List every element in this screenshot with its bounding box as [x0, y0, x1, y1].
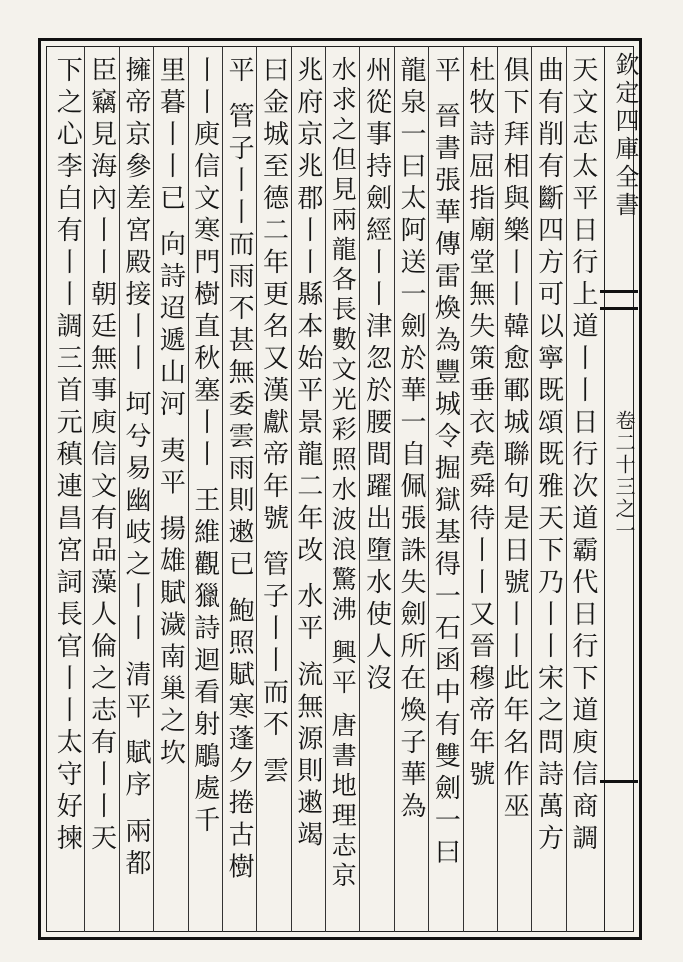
text-column: 水求之但見兩龍各長數文光彩照水波浪驚沸 興平 唐書地理志京	[328, 56, 358, 892]
column-rule	[188, 46, 189, 932]
text-column: 天文志太平日行上道丨丨日行次道霸代日行下道庾信商調	[567, 56, 598, 856]
column-rule	[531, 46, 532, 932]
column-rule	[566, 46, 567, 932]
text-column: 平 管子丨丨而雨不甚無委雲雨則遫已 鮑照賦寒蓬夕捲古樹	[224, 56, 255, 885]
text-column: 龍泉一曰太阿送一劍於華一自佩張誅失劍所在煥子華為	[395, 56, 426, 824]
fishtail-mark-bottom	[600, 780, 638, 783]
text-column: 杜牧詩屈指廟堂無失策垂衣堯舜待丨丨又晉穆帝年號	[464, 56, 495, 792]
column-rule	[291, 46, 292, 932]
text-column: 擁帝京參差宮殿接丨丨 坷兮易幽岐之丨丨 清平 賦序 兩都	[120, 56, 151, 882]
column-rule	[497, 46, 498, 932]
text-column: 下之心李白有丨丨調三首元稹連昌宮詞長官丨丨太守好揀	[52, 56, 83, 856]
column-rule	[359, 46, 360, 932]
text-column: 臣竊見海內丨丨朝廷無事庾信文有品藻人倫之志有丨丨天	[86, 56, 117, 856]
column-rule	[153, 46, 154, 932]
column-rule	[428, 46, 429, 932]
juan-label: 卷二十三之一	[612, 410, 636, 542]
column-rule	[325, 46, 326, 932]
text-column: 俱下拜相與樂丨丨韓愈鄆城聯句是日號丨丨此年名作巫	[499, 56, 530, 824]
column-rule	[463, 46, 464, 932]
book-title: 欽定四庫全書	[611, 52, 639, 220]
column-rule	[394, 46, 395, 932]
column-rule	[119, 46, 120, 932]
text-column: 平 晉書張華傳雷煥為豐城令掘獄基得一石函中有雙劍一曰	[430, 56, 461, 871]
text-column: 丨丨庾信文寒門樹直秋塞丨丨 王維觀獵詩迴看射鵰處千	[189, 56, 220, 839]
text-column: 兆府京兆郡丨丨縣本始平景龍二年改 水平 流無源則遫竭	[292, 56, 323, 853]
fishtail-mark-top	[600, 290, 638, 310]
text-column: 曲有削有斷四方可以寧既頌既雅天下乃丨丨宋之問詩萬方	[533, 56, 564, 856]
text-column: 州從事持劍經丨丨津忽於腰間躍出墮水使人沒	[361, 56, 392, 696]
text-column: 曰金城至德二年更名又漢獻帝年號 管子丨丨而不 雲	[258, 56, 289, 789]
column-rule	[84, 46, 85, 932]
column-rule	[256, 46, 257, 932]
text-column: 里暮丨丨已 向詩迢遞山河 夷平 揚雄賦濊南巢之坎	[155, 56, 186, 771]
column-rule	[222, 46, 223, 932]
